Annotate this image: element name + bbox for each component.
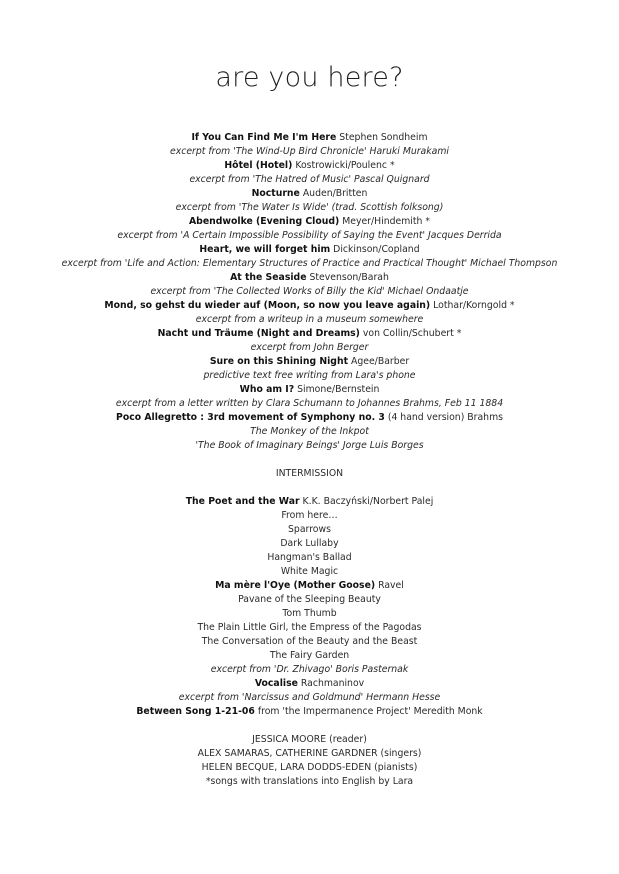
movement-title: White Magic bbox=[280, 566, 339, 577]
work-credit: Kostrowicki/Poulenc * bbox=[292, 160, 395, 171]
work-credit: from 'the Impermanence Project' Meredith Monk bbox=[254, 706, 483, 717]
reading-excerpt: excerpt from John Berger bbox=[250, 342, 369, 353]
program-item bbox=[50, 677, 569, 691]
work-credit: Meyer/Hindemith * bbox=[339, 216, 431, 227]
work-title: The Poet and the War bbox=[185, 496, 300, 507]
reading-excerpt: excerpt from a writeup in a museum somewhere bbox=[195, 314, 424, 325]
performer-credits bbox=[50, 733, 569, 789]
work-title: Ma mère l'Oye (Mother Goose) bbox=[215, 580, 376, 591]
work-title: Poco Allegretto : 3rd movement of Symphony no. 3 bbox=[116, 412, 385, 423]
program-item bbox=[50, 159, 569, 173]
work-credit: Lothar/Korngold * bbox=[430, 300, 515, 311]
reading-excerpt: predictive text free writing from Lara's phone bbox=[203, 370, 416, 381]
program-item bbox=[50, 131, 569, 145]
reading-excerpt: 'The Book of Imaginary Beings' Jorge Luis Borges bbox=[195, 440, 424, 451]
movement-title: Tom Thumb bbox=[282, 608, 337, 619]
movement-title: The Plain Little Girl, the Empress of the Pagodas bbox=[197, 622, 422, 633]
program-item bbox=[50, 579, 569, 593]
reading-excerpt: excerpt from 'The Hatred of Music' Pascal Quignard bbox=[189, 174, 430, 185]
movement-title: From here… bbox=[281, 510, 338, 521]
work-credit: K.K. Baczyński/Norbert Palej bbox=[299, 496, 434, 507]
program-part-two bbox=[50, 495, 569, 719]
work-title: Vocalise bbox=[254, 678, 298, 689]
program-item bbox=[50, 215, 569, 229]
reading-excerpt: excerpt from 'A Certain Impossible Possibility of Saying the Event' Jacques Derrida bbox=[117, 230, 502, 241]
credit-line: HELEN BECQUE, LARA DODDS-EDEN (pianists) bbox=[201, 762, 418, 773]
credit-line: ALEX SAMARAS, CATHERINE GARDNER (singers) bbox=[197, 748, 422, 759]
movement-title: Dark Lullaby bbox=[280, 538, 339, 549]
work-credit: Stevenson/Barah bbox=[306, 272, 389, 283]
section-spacer bbox=[50, 481, 569, 495]
program-part-one bbox=[50, 131, 569, 453]
work-title: Between Song 1-21-06 bbox=[136, 706, 255, 717]
program-item bbox=[50, 299, 569, 313]
section-spacer bbox=[50, 453, 569, 467]
work-credit: Stephen Sondheim bbox=[336, 132, 428, 143]
work-title: Sure on this Shining Night bbox=[209, 356, 349, 367]
program-item bbox=[50, 705, 569, 719]
movement-title: The Fairy Garden bbox=[269, 650, 350, 661]
program-listing bbox=[50, 131, 569, 789]
work-title: Nacht und Träume (Night and Dreams) bbox=[157, 328, 360, 339]
movement-title: Pavane of the Sleeping Beauty bbox=[238, 594, 381, 605]
work-credit: Dickinson/Copland bbox=[330, 244, 420, 255]
work-title: At the Seaside bbox=[230, 272, 307, 283]
reading-excerpt: The Monkey of the Inkpot bbox=[250, 426, 369, 437]
work-title: Who am I? bbox=[239, 384, 295, 395]
reading-excerpt: excerpt from 'Dr. Zhivago' Boris Pasternak bbox=[210, 664, 409, 675]
intermission-label: INTERMISSION bbox=[275, 468, 344, 479]
work-title: Abendwolke (Evening Cloud) bbox=[188, 216, 340, 227]
reading-excerpt: excerpt from 'The Water Is Wide' (trad. Scottish folksong) bbox=[175, 202, 444, 213]
work-title: Heart, we will forget him bbox=[199, 244, 331, 255]
work-credit: Auden/Britten bbox=[299, 188, 368, 199]
program-item bbox=[50, 355, 569, 369]
work-credit: Ravel bbox=[375, 580, 404, 591]
section-spacer bbox=[50, 719, 569, 733]
program-item bbox=[50, 383, 569, 397]
page-title: are you here? bbox=[215, 62, 404, 93]
program-item bbox=[50, 495, 569, 509]
reading-excerpt: excerpt from 'The Collected Works of Billy the Kid' Michael Ondaatje bbox=[150, 286, 469, 297]
credit-line: *songs with translations into English by Lara bbox=[205, 776, 414, 787]
program-item bbox=[50, 411, 569, 425]
program-item bbox=[50, 187, 569, 201]
work-credit: (4 hand version) Brahms bbox=[384, 412, 503, 423]
reading-excerpt: excerpt from a letter written by Clara Schumann to Johannes Brahms, Feb 11 1884 bbox=[115, 398, 504, 409]
movement-title: The Conversation of the Beauty and the Beast bbox=[201, 636, 418, 647]
reading-excerpt: excerpt from 'Narcissus and Goldmund' Hermann Hesse bbox=[178, 692, 441, 703]
work-credit: Rachmaninov bbox=[297, 678, 365, 689]
reading-excerpt: excerpt from 'Life and Action: Elementary Structures of Practice and Practical Thought' Michael Thompson bbox=[61, 258, 558, 269]
work-title: If You Can Find Me I'm Here bbox=[191, 132, 337, 143]
program-item bbox=[50, 243, 569, 257]
work-title: Hôtel (Hotel) bbox=[224, 160, 293, 171]
program-item bbox=[50, 271, 569, 285]
work-credit: Simone/Bernstein bbox=[294, 384, 380, 395]
work-credit: Agee/Barber bbox=[348, 356, 410, 367]
work-credit: von Collin/Schubert * bbox=[359, 328, 462, 339]
movement-title: Hangman's Ballad bbox=[267, 552, 352, 563]
movement-title: Sparrows bbox=[288, 524, 331, 535]
credit-line: JESSICA MOORE (reader) bbox=[252, 734, 367, 745]
program-item bbox=[50, 327, 569, 341]
work-title: Nocturne bbox=[251, 188, 300, 199]
work-title: Mond, so gehst du wieder auf (Moon, so now you leave again) bbox=[104, 300, 431, 311]
reading-excerpt: excerpt from 'The Wind-Up Bird Chronicle' Haruki Murakami bbox=[170, 146, 449, 157]
